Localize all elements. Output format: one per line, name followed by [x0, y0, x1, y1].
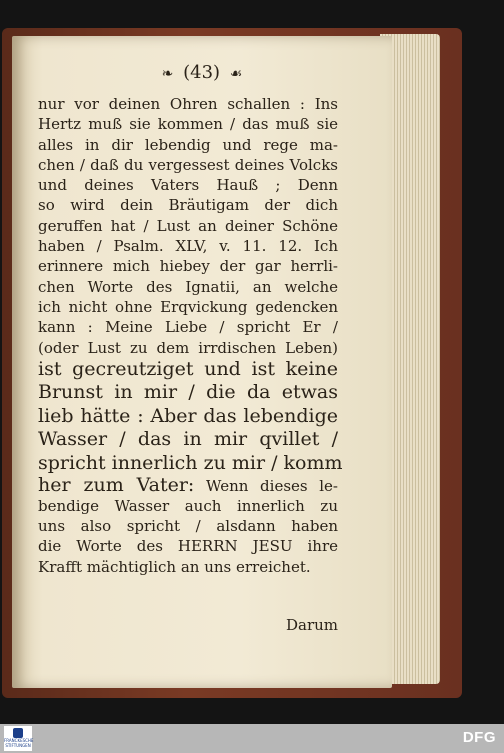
emphasis-line: spricht innerlich zu mir / komm — [38, 451, 343, 474]
text-line: und deines Vaters Hauß ; Denn — [38, 176, 338, 195]
text-line: geruffen hat / Lust an deiner Schöne — [38, 216, 338, 235]
header-ornament-left-icon: ❧ — [161, 66, 174, 82]
emphasis-line: lieb hätte : Aber das lebendige — [38, 404, 338, 427]
catchword: Darum — [285, 616, 338, 634]
text-line: chen / daß du vergessest deines Volcks — [38, 155, 338, 174]
emphasis-run: her zum Vater: — [38, 474, 195, 497]
emphasis-line: Brunst in mir / die da etwas — [38, 381, 338, 404]
text-line: so wird dein Bräutigam der dich — [38, 196, 338, 215]
header-ornament-right-icon: ☙ — [229, 66, 243, 82]
text-line: uns also spricht / alsdann haben — [38, 516, 338, 535]
dfg-logo[interactable]: DFG — [462, 729, 496, 746]
text-line: bendige Wasser auch innerlich zu — [38, 496, 338, 515]
viewer-footer — [0, 724, 504, 753]
text-line: die Worte des HERRN JESU ihre — [38, 537, 338, 556]
institution-logo[interactable] — [4, 726, 32, 751]
text-line: ich nicht ohne Erqvickung gedencken — [38, 297, 338, 316]
text-run: Wenn dieses le- — [206, 477, 338, 496]
page-number: (43) — [183, 62, 221, 83]
text-line: chen Worte des Ignatii, an welche — [38, 277, 338, 296]
text-line: Krafft mächtiglich an uns erreichet. — [38, 557, 311, 576]
text-line: haben / Psalm. XLV, v. 11. 12. Ich — [38, 237, 338, 256]
emphasis-line: Wasser / das in mir qvillet / — [38, 428, 338, 451]
text-line: (oder Lust zu dem irrdischen Leben) — [38, 338, 338, 357]
text-line: alles in dir lebendig und rege ma- — [38, 135, 338, 154]
mixed-line — [38, 475, 338, 495]
text-line: erinnere mich hiebey der gar herrli- — [38, 257, 338, 276]
text-line: Hertz muß sie kommen / das muß sie — [38, 115, 338, 134]
logo-mark-icon — [13, 728, 23, 738]
text-line: kann : Meine Liebe / spricht Er / — [38, 318, 338, 337]
book-page — [12, 36, 392, 688]
emphasis-line: ist gecreutziget und ist keine — [38, 357, 338, 380]
page-header — [12, 62, 392, 83]
page-text — [38, 94, 343, 577]
logo-text: FRANCKESCHE STIFTUNGEN — [4, 738, 34, 748]
text-line: nur vor deinen Ohren schallen : Ins — [38, 95, 338, 113]
